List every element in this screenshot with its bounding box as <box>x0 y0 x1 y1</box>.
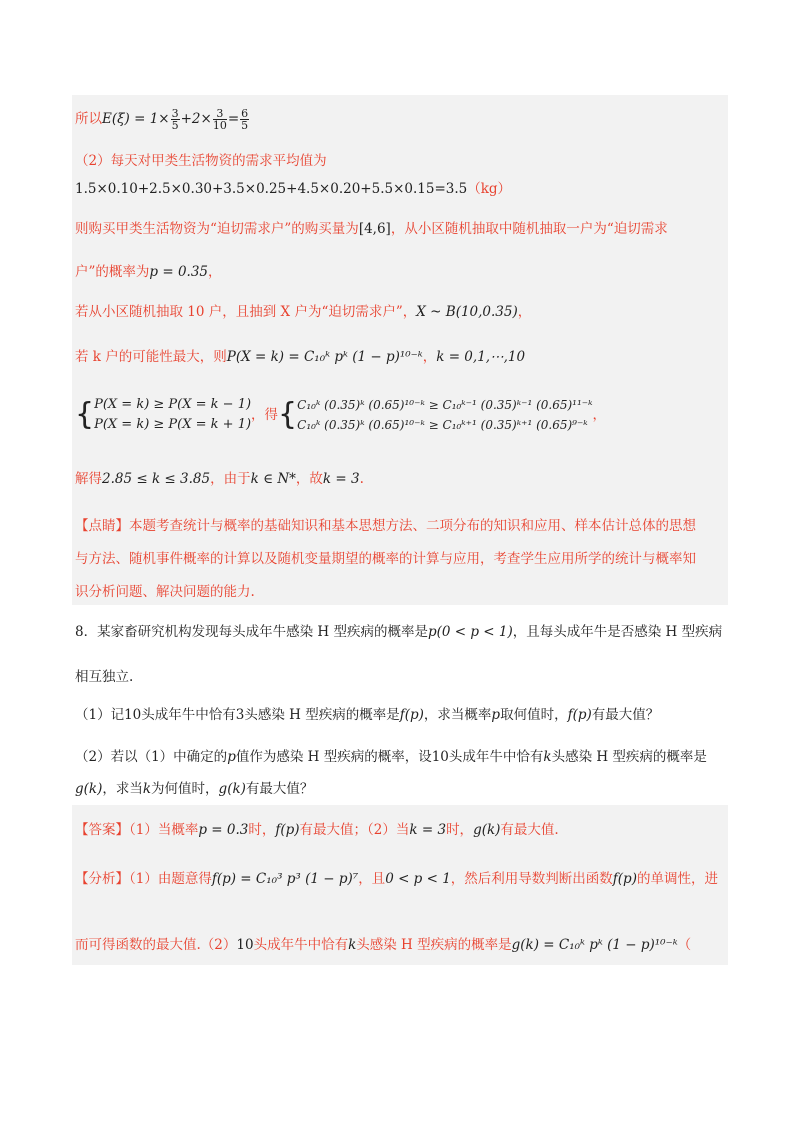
solution-line-5: 户”的概率为p = 0.35， <box>75 264 222 280</box>
comment-line-2: 与方法、随机事件概率的计算以及随机变量期望的概率的计算与应用，考查学生应用所学的统计与概率知 <box>75 551 696 567</box>
question-8-line-2: 相互独立. <box>75 669 134 685</box>
answer-line: 【答案】（1）当概率p = 0.3时，f(p)有最大值；（2）当k = 3时，g(k)有最大值. <box>75 822 559 838</box>
solution-line-2: （2）每天对甲类生活物资的需求平均值为 <box>75 153 327 169</box>
question-8-part-2-line-2: g(k)，求当k为何值时，g(k)有最大值？ <box>75 781 314 797</box>
solution-line-8-system: { P(X = k) ≥ P(X = k − 1) P(X = k) ≥ P(X = k + 1) ，得{ C₁₀ᵏ (0.35)ᵏ (0.65)¹⁰⁻ᵏ ≥ C₁₀ᵏ⁻¹ (0.35)ᵏ⁻¹ (0.65)¹¹⁻ᵏ C₁₀ᵏ (0.35)ᵏ (0.65)¹⁰⁻ᵏ ≥ C₁₀ᵏ⁺¹ (0.35)ᵏ⁺¹ (0.65)⁹⁻ᵏ ， <box>75 397 606 432</box>
solution-line-9: 解得2.85 ≤ k ≤ 3.85，由于k ∈ N*，故k = 3. <box>75 471 364 487</box>
question-8-part-1: （1）记10头成年牛中恰有3头感染 H 型疾病的概率是f(p)，求当概率p取何值时，f(p)有最大值？ <box>75 707 660 723</box>
comment-line-3: 识分析问题、解决问题的能力. <box>75 584 255 600</box>
solution-line-4: 则购买甲类生活物资为“迫切需求户”的购买量为[4,6]，从小区随机抽取中随机抽取一户为“迫切需求 <box>75 221 668 237</box>
left-brace: { <box>75 397 95 432</box>
fraction-6-5: $\frac{6}{5}$ <box>241 107 249 132</box>
solution-line-3: 1.5×0.10+2.5×0.30+3.5×0.25+4.5×0.20+5.5×0.15=3.5（kg） <box>75 181 512 197</box>
left-brace-2: { <box>278 397 298 432</box>
question-8-line-1: 8．某家畜研究机构发现每头成年牛感染 H 型疾病的概率是p(0 < p < 1)，且每头成年牛是否感染 H 型疾病 <box>75 624 723 640</box>
question-8-part-2-line-1: （2）若以（1）中确定的p值作为感染 H 型疾病的概率，设10头成年牛中恰有k头感染 H 型疾病的概率是 <box>75 749 707 765</box>
solution-line-7: 若 k 户的可能性最大，则P(X = k) = C₁₀ᵏ pᵏ (1 − p)¹⁰⁻ᵏ，k = 0,1,⋯,10 <box>75 349 526 365</box>
analysis-line-1: 【分析】（1）由题意得f(p) = C₁₀³ p³ (1 − p)⁷，且0 < p < 1，然后利用导数判断出函数f(p)的单调性，进 <box>75 871 718 887</box>
fraction-3-5: $\frac{3}{5}$ <box>171 107 179 132</box>
solution-line-1: 所以E(ξ) = 1× $\frac{3}{5}$ +2× $\frac{3}{10}$ = $\frac{6}{5}$ <box>75 107 249 132</box>
solution-line-6: 若从小区随机抽取 10 户，且抽到 X 户为“迫切需求户”，X ~ B(10,0.35)， <box>75 304 532 320</box>
analysis-line-2: 而可得函数的最大值.（2）10头成年牛中恰有k头感染 H 型疾病的概率是g(k) = C₁₀ᵏ pᵏ (1 − p)¹⁰⁻ᵏ（ <box>75 937 692 953</box>
comment-line-1: 【点睛】本题考查统计与概率的基础知识和基本思想方法、二项分布的知识和应用、样本估计总体的思想 <box>75 518 696 534</box>
fraction-3-10: $\frac{3}{10}$ <box>212 107 227 132</box>
